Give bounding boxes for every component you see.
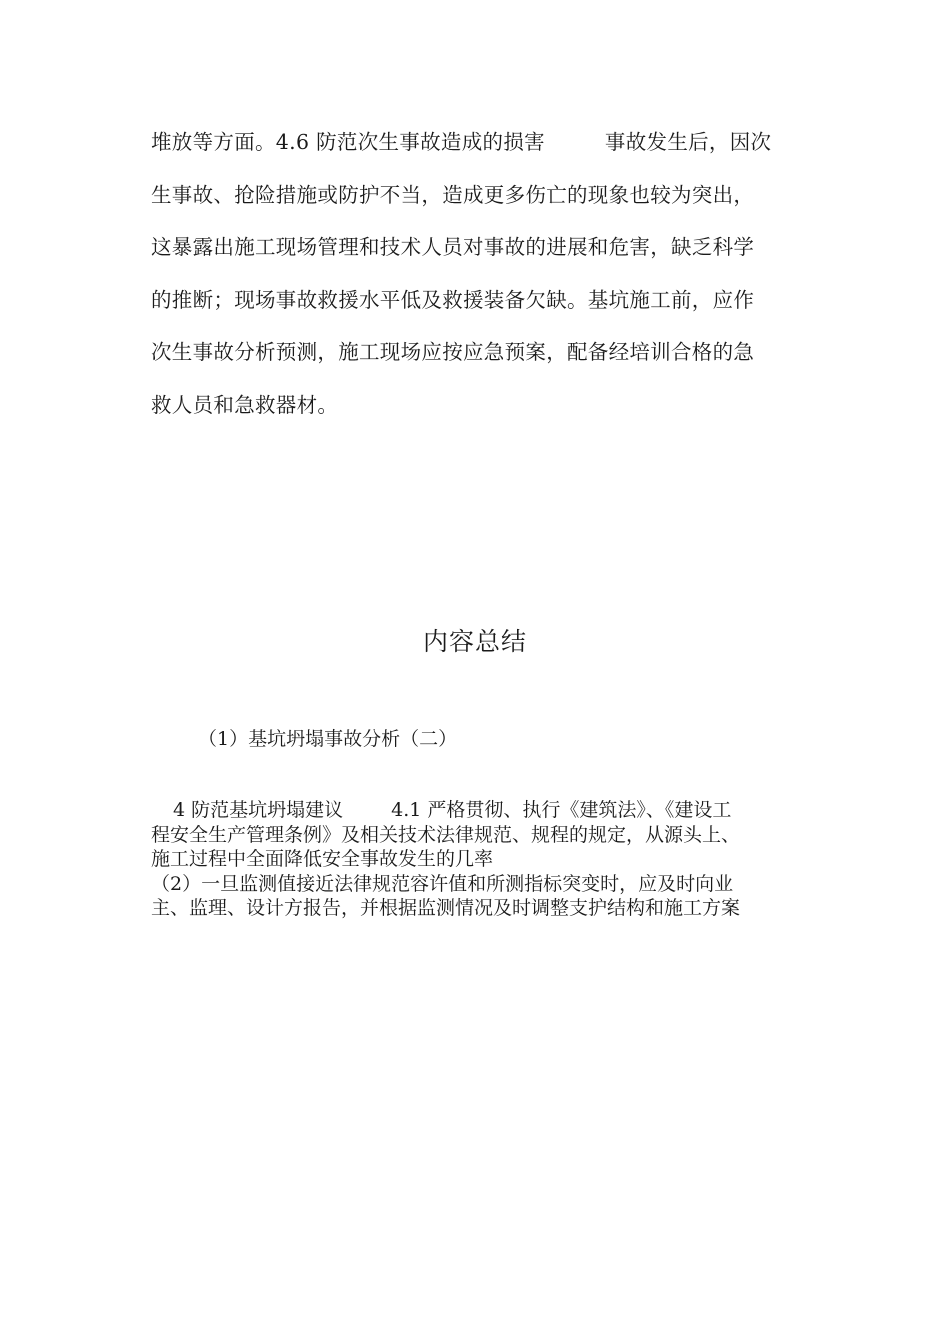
body-line: 这暴露出施工现场管理和技术人员对事故的进展和危害，缺乏科学 xyxy=(151,235,755,259)
summary-title: 内容总结 xyxy=(422,627,527,656)
summary-block xyxy=(151,798,811,921)
body-line-text: 堆放等方面。4.6 防范次生事故造成的损害 xyxy=(151,130,545,154)
summary-item-1: （1）基坑坍塌事故分析（二） xyxy=(198,728,458,750)
body-line: 的推断；现场事故救援水平低及救援装备欠缺。基坑施工前，应作 xyxy=(151,287,755,312)
summary-line-text: 4.1 严格贯彻、执行《建筑法》、《建设工 xyxy=(391,799,732,821)
summary-line xyxy=(151,798,811,823)
body-line: 生事故、抢险措施或防护不当，造成更多伤亡的现象也较为突出， xyxy=(151,182,755,207)
body-line-text: 事故发生后，因次 xyxy=(604,130,772,154)
body-paragraph xyxy=(151,116,801,431)
summary-line: 主、监理、设计方报告，并根据监测情况及时调整支护结构和施工方案 xyxy=(151,897,741,919)
summary-line-text: 4 防范基坑坍塌建议 xyxy=(173,799,344,821)
summary-line: （2）一旦监测值接近法律规范容许值和所测指标突变时，应及时向业 xyxy=(151,872,734,895)
summary-line: 施工过程中全面降低安全事故发生的几率 xyxy=(151,848,494,870)
summary-line: 程安全生产管理条例》及相关技术法律规范、规程的规定，从源头上、 xyxy=(151,823,741,846)
body-line: 次生事故分析预测，施工现场应按应急预案，配备经培训合格的急 xyxy=(151,340,755,364)
body-line xyxy=(151,116,801,169)
body-line: 救人员和急救器材。 xyxy=(151,392,339,417)
